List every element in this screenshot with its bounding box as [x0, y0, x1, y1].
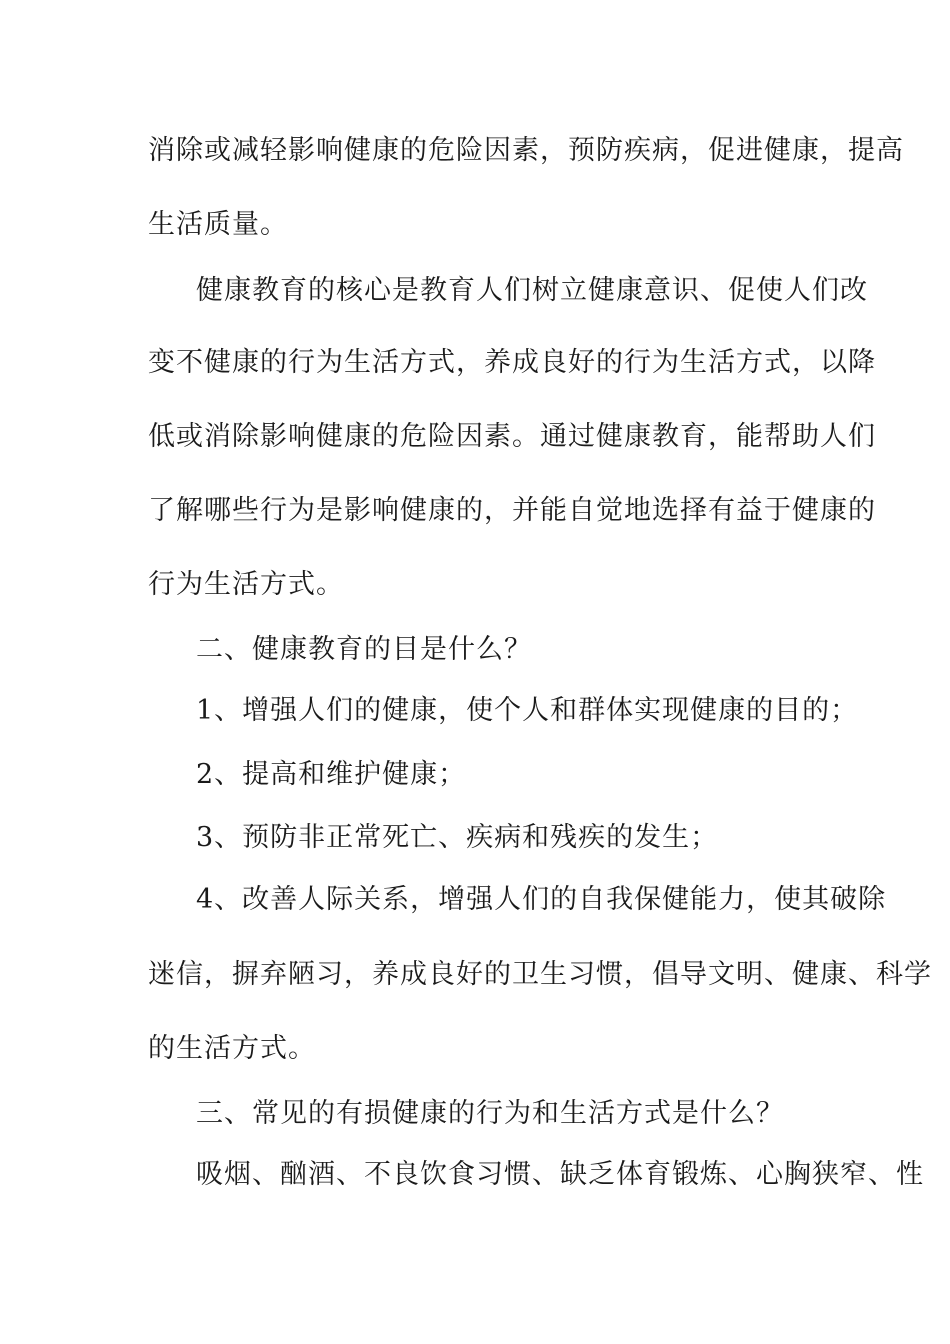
list-item: 1、增强人们的健康，使个人和群体实现健康的目的； — [196, 695, 859, 726]
body-text-line: 消除或减轻影响健康的危险因素，预防疾病，促进健康，提高 — [148, 135, 904, 166]
body-text-line: 的生活方式。 — [148, 1033, 316, 1064]
section-heading: 三、常见的有损健康的行为和生活方式是什么？ — [196, 1098, 784, 1129]
body-text-line: 生活质量。 — [148, 209, 288, 240]
list-item: 2、提高和维护健康； — [196, 759, 467, 790]
paragraph-first-line: 吸烟、酗酒、不良饮食习惯、缺乏体育锻炼、心胸狭窄、性 — [196, 1159, 924, 1190]
section-heading: 二、健康教育的目是什么？ — [196, 634, 532, 665]
body-text-line: 了解哪些行为是影响健康的，并能自觉地选择有益于健康的 — [148, 495, 876, 526]
body-text-line: 行为生活方式。 — [148, 569, 344, 600]
body-text-line: 低或消除影响健康的危险因素。通过健康教育，能帮助人们 — [148, 421, 876, 452]
paragraph-first-line: 健康教育的核心是教育人们树立健康意识、促使人们改 — [196, 275, 868, 306]
list-item: 4、改善人际关系，增强人们的自我保健能力，使其破除 — [196, 884, 887, 915]
body-text-line: 变不健康的行为生活方式，养成良好的行为生活方式，以降 — [148, 347, 876, 378]
body-text-line: 迷信，摒弃陋习，养成良好的卫生习惯，倡导文明、健康、科学 — [148, 959, 932, 990]
list-item: 3、预防非正常死亡、疾病和残疾的发生； — [196, 822, 719, 853]
